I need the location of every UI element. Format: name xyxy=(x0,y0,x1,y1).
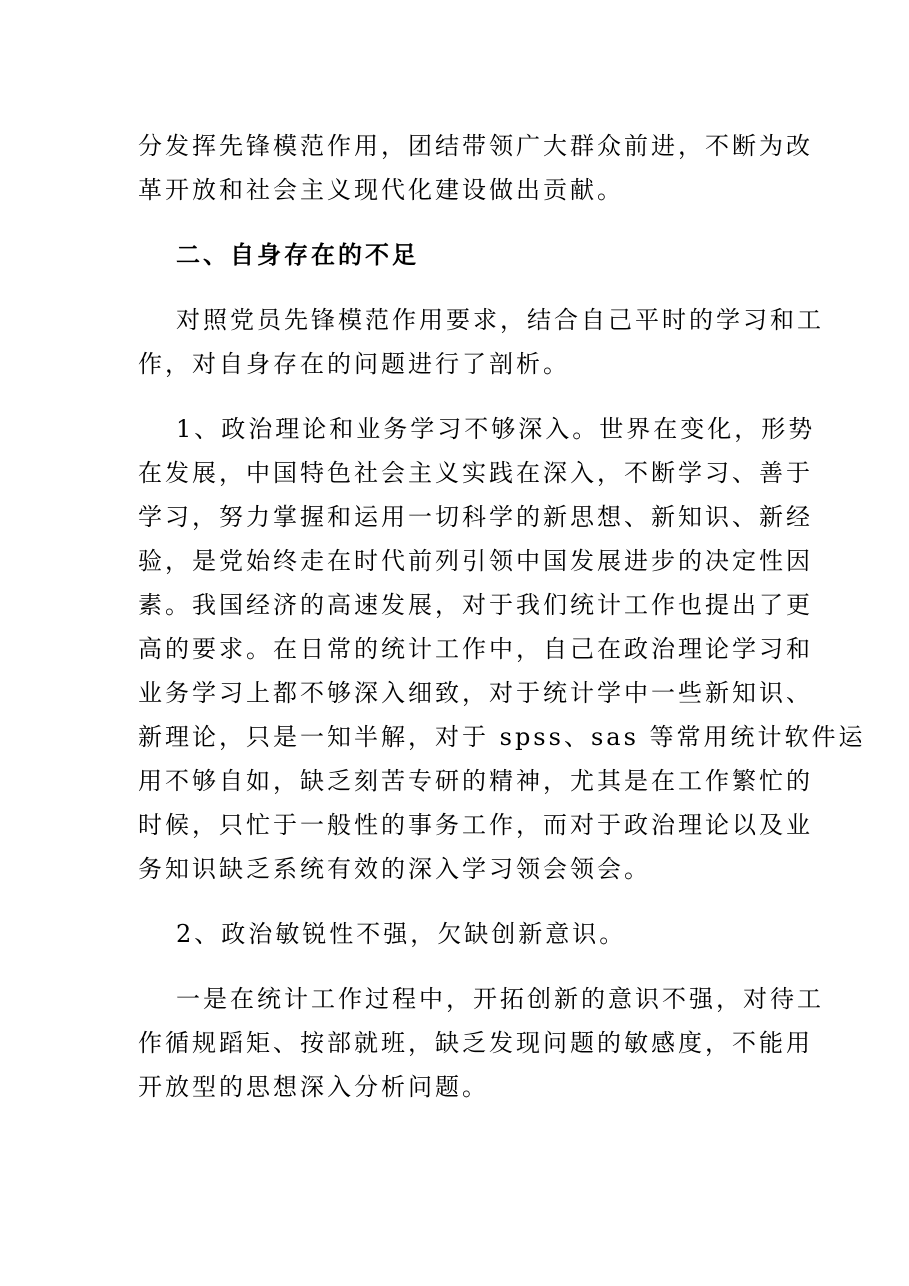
text-line: 作，对自身存在的问题进行了剖析。 xyxy=(138,350,570,378)
text-line: 革开放和社会主义现代化建设做出贡献。 xyxy=(138,176,624,204)
document-body xyxy=(138,124,866,1130)
text-line: 验，是党始终走在时代前列引领中国发展进步的决定性因 xyxy=(138,547,813,575)
text-line: 一是在统计工作过程中，开拓创新的意识不强，对待工 xyxy=(176,985,824,1013)
paragraph-intro xyxy=(138,298,824,386)
text-line: 开放型的思想深入分析问题。 xyxy=(138,1073,489,1101)
text-line: 1、政治理论和业务学习不够深入。世界在变化，形势 xyxy=(176,415,816,443)
text-line: 业务学习上都不够深入细致，对于统计学中一些新知识、 xyxy=(138,679,813,707)
text-line: 分发挥先锋模范作用，团结带领广大群众前进，不断为改 xyxy=(138,132,813,160)
text-line: 素。我国经济的高速发展，对于我们统计工作也提出了更 xyxy=(138,591,813,619)
paragraph-item-1 xyxy=(138,407,866,891)
text-line: 2、政治敏锐性不强，欠缺创新意识。 xyxy=(176,920,627,948)
paragraph-item-2-detail xyxy=(138,977,824,1109)
text-line: 用不够自如，缺乏刻苦专研的精神，尤其是在工作繁忙的 xyxy=(138,767,813,795)
text-line: 在发展，中国特色社会主义实践在深入，不断学习、善于 xyxy=(138,459,813,487)
paragraph-item-2 xyxy=(138,912,778,956)
text-line: 务知识缺乏系统有效的深入学习领会领会。 xyxy=(138,855,651,883)
text-line: 学习，努力掌握和运用一切科学的新思想、新知识、新经 xyxy=(138,503,813,531)
text-line: 新理论，只是一知半解，对于 spss、sas 等常用统计软件运 xyxy=(138,723,866,751)
paragraph-continuation xyxy=(138,124,813,212)
text-line: 时候，只忙于一般性的事务工作，而对于政治理论以及业 xyxy=(138,811,813,839)
text-line: 对照党员先锋模范作用要求，结合自己平时的学习和工 xyxy=(176,306,824,334)
text-line: 作循规蹈矩、按部就班，缺乏发现问题的敏感度，不能用 xyxy=(138,1029,813,1057)
section-heading: 二、自身存在的不足 xyxy=(176,241,419,269)
text-line: 高的要求。在日常的统计工作中，自己在政治理论学习和 xyxy=(138,635,813,663)
